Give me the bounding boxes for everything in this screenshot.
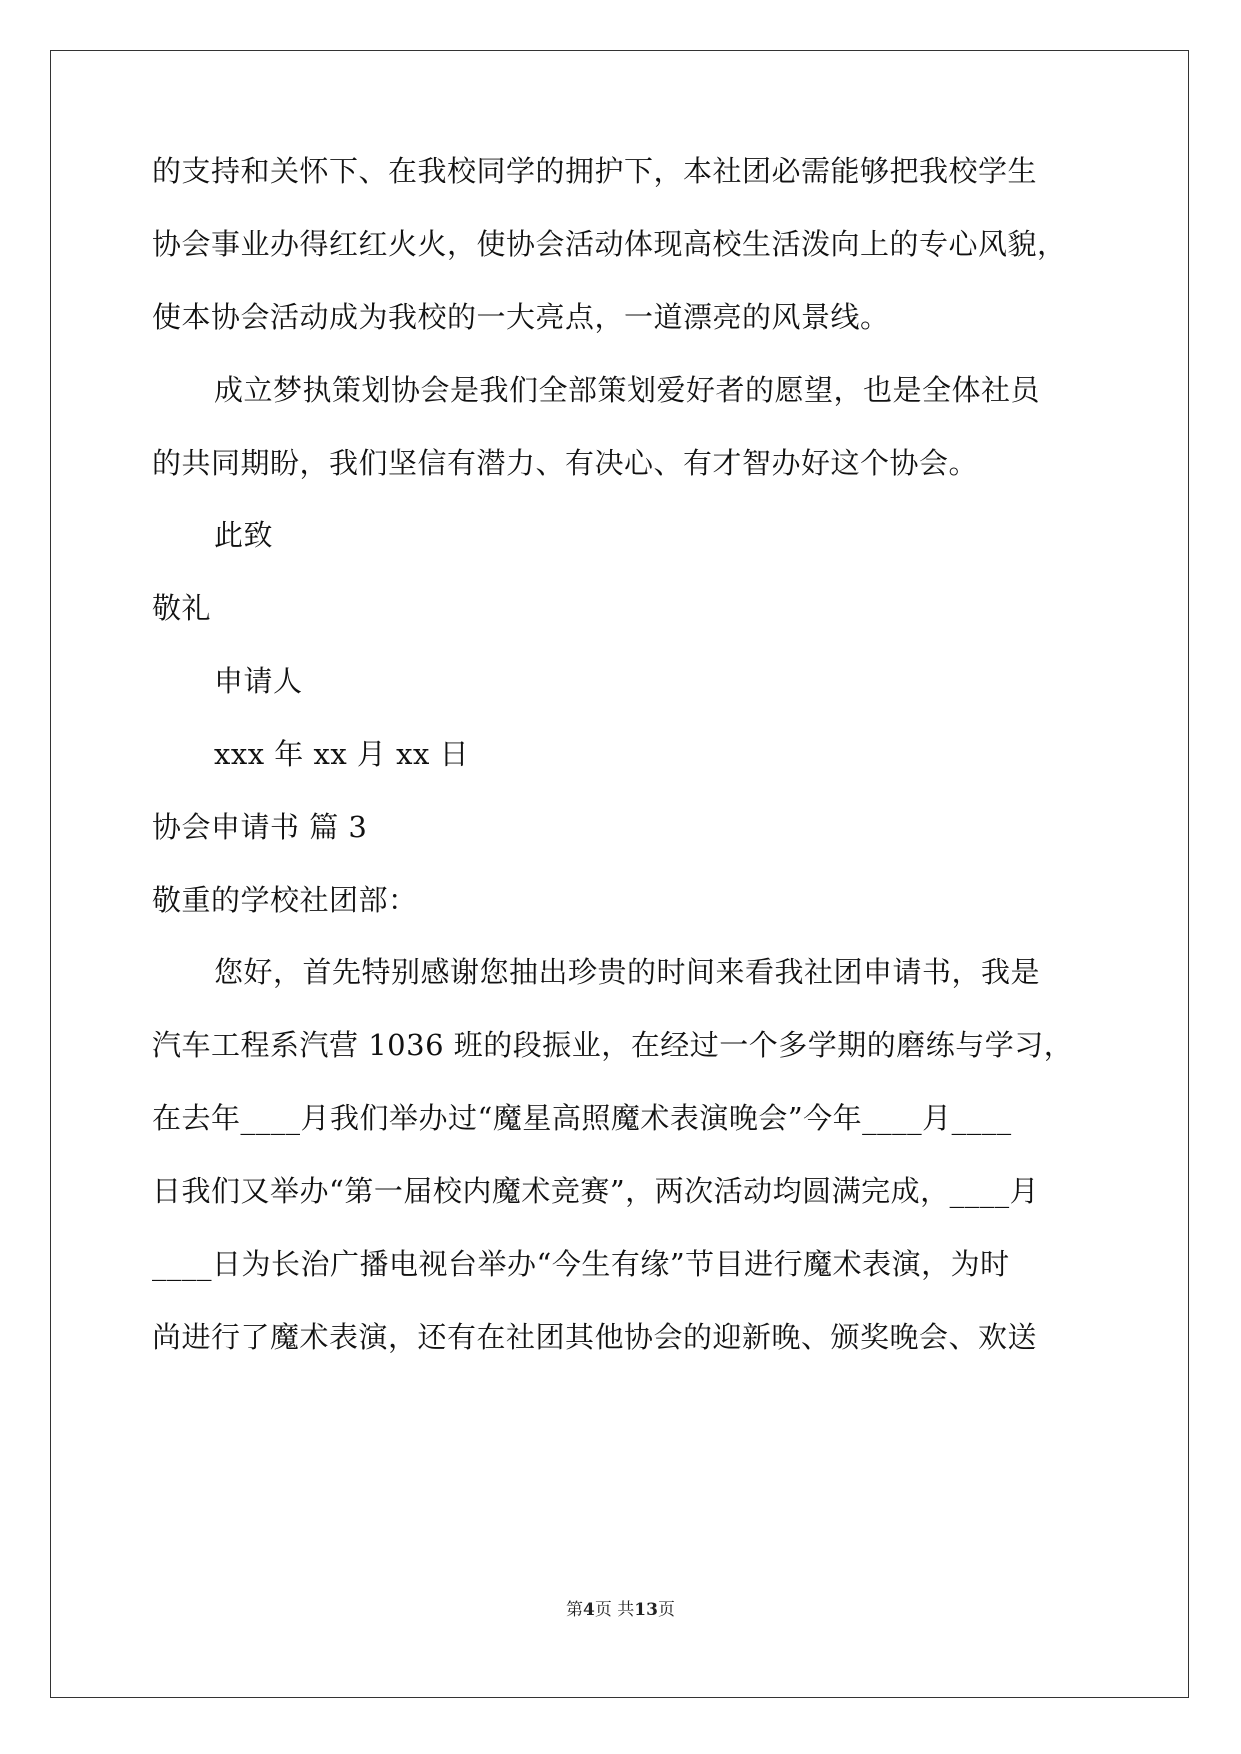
body-line: 日我们又举办“第一届校内魔术竞赛”，两次活动均圆满完成，____月	[152, 1174, 1040, 1208]
page-current: 4	[583, 1600, 595, 1620]
body-line: 在去年____月我们举办过“魔星高照魔术表演晚会”今年____月____	[152, 1101, 1012, 1135]
page-border	[50, 50, 1189, 1698]
closing-line: 敬礼	[152, 591, 212, 625]
body-line: 成立梦执策划协会是我们全部策划爱好者的愿望，也是全体社员	[214, 373, 1041, 407]
page-suffix: 页	[657, 1600, 675, 1620]
body-line: 的共同期盼，我们坚信有潜力、有决心、有才智办好这个协会。	[152, 446, 979, 480]
body-line: 协会事业办得红红火火，使协会活动体现高校生活泼向上的专心风貌，	[152, 227, 1067, 261]
body-line: ____日为长治广播电视台举办“今生有缘”节目进行魔术表演，为时	[152, 1247, 1010, 1281]
section-heading: 协会申请书 篇 3	[152, 810, 368, 844]
page-total: 13	[634, 1600, 658, 1620]
body-line: 尚进行了魔术表演，还有在社团其他协会的迎新晚、颁奖晚会、欢送	[152, 1320, 1038, 1354]
salutation-line: 此致	[214, 518, 274, 552]
applicant-line: 申请人	[214, 664, 303, 698]
body-line: 汽车工程系汽营 1036 班的段振业，在经过一个多学期的磨练与学习，	[152, 1028, 1074, 1062]
addressee-line: 敬重的学校社团部：	[152, 883, 418, 917]
date-line: xxx 年 xx 月 xx 日	[214, 737, 470, 771]
body-line: 您好，首先特别感谢您抽出珍贵的时间来看我社团申请书，我是	[214, 955, 1041, 989]
page-mid: 页 共	[594, 1600, 635, 1620]
page-footer	[0, 1595, 1241, 1620]
body-line: 使本协会活动成为我校的一大亮点，一道漂亮的风景线。	[152, 300, 890, 334]
page-prefix: 第	[566, 1600, 584, 1620]
body-line: 的支持和关怀下、在我校同学的拥护下，本社团必需能够把我校学生	[152, 154, 1038, 188]
